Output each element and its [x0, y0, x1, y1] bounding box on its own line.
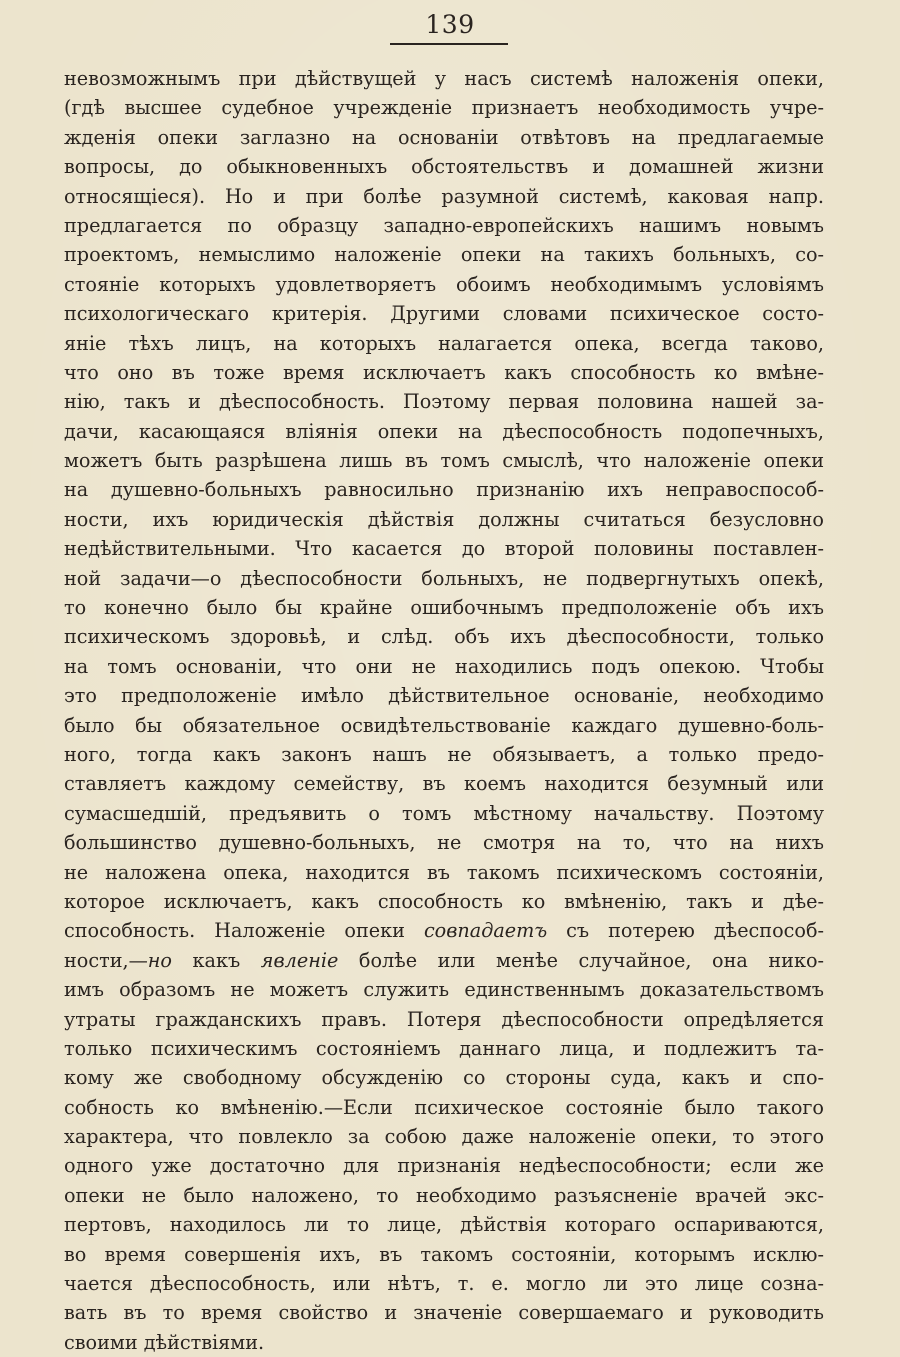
text-line	[64, 1298, 824, 1327]
text-line	[64, 887, 824, 916]
text-line	[64, 1093, 824, 1122]
text-line	[64, 622, 824, 651]
text-line	[64, 740, 824, 769]
italic-segment: но	[147, 948, 172, 972]
text-segment: имъ образомъ не можетъ служить единственнымъ доказательствомъ	[64, 978, 824, 1002]
text-segment: яніе тѣхъ лицъ, на которыхъ налагается опека, всегда таково,	[64, 331, 824, 355]
text-segment: что оно въ тоже время исключаетъ какъ способность ко вмѣне-	[64, 360, 824, 384]
text-line	[64, 769, 824, 798]
text-segment: характера, что повлекло за собою даже наложеніе опеки, то этого	[64, 1125, 824, 1149]
text-segment: во время совершенія ихъ, въ такомъ состояніи, которымъ исклю-	[64, 1242, 824, 1266]
text-segment: стояніе которыхъ удовлетворяетъ обоимъ необходимымъ условіямъ	[64, 272, 824, 296]
text-line	[64, 1034, 824, 1063]
text-line	[64, 1210, 824, 1239]
text-line	[64, 329, 824, 358]
text-segment: невозможнымъ при дѣйствущей у насъ системѣ наложенія опеки,	[64, 67, 824, 90]
italic-segment: совпадаетъ	[423, 919, 548, 943]
text-segment: дачи, касающаяся вліянія опеки на дѣеспособность подопечныхъ,	[64, 419, 824, 443]
text-segment: ставляетъ каждому семейству, въ коемъ находится безумный или	[64, 772, 824, 796]
text-segment: ной задачи—о дѣеспособности больныхъ, не подвергнутыхъ опекѣ,	[64, 566, 824, 590]
text-segment: пертовъ, находилось ли то лице, дѣйствія котораго оспариваются,	[64, 1213, 824, 1237]
text-line	[64, 828, 824, 857]
text-segment: опеки не было наложено, то необходимо разъясненіе врачей экс-	[64, 1183, 824, 1207]
text-line	[64, 417, 824, 446]
text-segment: нію, такъ и дѣеспособность. Поэтому первая половина нашей за-	[64, 390, 824, 414]
text-line	[64, 1063, 824, 1092]
text-segment: это предположеніе имѣло дѣйствительное основаніе, необходимо	[64, 684, 824, 708]
text-segment: болѣе или менѣе случайное, она нико-	[338, 948, 824, 972]
text-line	[64, 123, 824, 152]
text-line	[64, 799, 824, 828]
text-line	[64, 64, 824, 93]
text-line	[64, 593, 824, 622]
text-segment: вопросы, до обыкновенныхъ обстоятельствъ и домашней жизни	[64, 155, 824, 179]
text-segment: не наложена опека, находится въ такомъ психическомъ состояніи,	[64, 860, 824, 884]
text-segment: на томъ основаніи, что они не находились подъ опекою. Чтобы	[64, 654, 824, 678]
text-segment: жденія опеки заглазно на основаніи отвѣтовъ на предлагаемые	[64, 125, 824, 149]
text-segment: (гдѣ высшее судебное учрежденіе признаетъ необходимость учре-	[64, 96, 824, 120]
text-line	[64, 681, 824, 710]
text-line	[64, 446, 824, 475]
text-line	[64, 505, 824, 534]
text-line	[64, 946, 824, 975]
text-line	[64, 916, 824, 945]
text-segment: ности, ихъ юридическія дѣйствія должны считаться безусловно	[64, 507, 824, 531]
text-line	[64, 1269, 824, 1298]
page-number: 139	[425, 10, 475, 39]
text-line	[64, 1005, 824, 1034]
text-segment: чается дѣеспособность, или нѣтъ, т. е. могло ли это лице созна-	[64, 1272, 824, 1296]
text-segment: какъ	[171, 948, 261, 972]
text-line	[64, 534, 824, 563]
body-text	[64, 64, 824, 1357]
text-segment: ного, тогда какъ законъ нашъ не обязываетъ, а только предо-	[64, 742, 824, 766]
text-segment: сумасшедшій, предъявить о томъ мѣстному начальству. Поэтому	[64, 801, 824, 825]
text-segment: психическомъ здоровьѣ, и слѣд. объ ихъ дѣеспособности, только	[64, 625, 824, 649]
text-segment: ности,—	[64, 948, 148, 972]
text-line	[64, 1181, 824, 1210]
text-segment: кому же свободному обсужденію со стороны суда, какъ и спо-	[64, 1066, 824, 1090]
text-line	[64, 299, 824, 328]
text-segment: которое исключаетъ, какъ способность ко вмѣненію, такъ и дѣе-	[64, 889, 824, 913]
text-line	[64, 152, 824, 181]
text-line	[64, 1328, 824, 1357]
text-line	[64, 475, 824, 504]
text-line	[64, 270, 824, 299]
text-segment: одного уже достаточно для признанія недѣеспособности; если же	[64, 1154, 824, 1178]
text-segment: на душевно-больныхъ равносильно признанію ихъ неправоспособ-	[64, 478, 824, 502]
text-segment: своими дѣйствіями.	[64, 1330, 265, 1354]
text-segment: вать въ то время свойство и значеніе совершаемаго и руководить	[64, 1301, 824, 1325]
text-line	[64, 652, 824, 681]
text-segment: психологическаго критерія. Другими словами психическое состо-	[64, 302, 824, 326]
text-segment: можетъ быть разрѣшена лишь въ томъ смыслѣ, что наложеніе опеки	[64, 449, 824, 473]
text-line	[64, 711, 824, 740]
text-segment: только психическимъ состояніемъ даннаго лица, и подлежитъ та-	[64, 1036, 824, 1060]
text-line	[64, 387, 824, 416]
text-line	[64, 240, 824, 269]
text-line	[64, 93, 824, 122]
text-segment: утраты гражданскихъ правъ. Потеря дѣеспособности опредѣляется	[64, 1007, 824, 1031]
text-line	[64, 564, 824, 593]
text-segment: относящіеся). Но и при болѣе разумной системѣ, каковая напр.	[64, 184, 824, 208]
text-line	[64, 858, 824, 887]
text-line	[64, 211, 824, 240]
text-line	[64, 1122, 824, 1151]
text-segment: то конечно было бы крайне ошибочнымъ предположеніе объ ихъ	[64, 596, 824, 620]
text-segment: способность. Наложеніе опеки	[64, 919, 424, 943]
text-segment: большинство душевно-больныхъ, не смотря на то, что на нихъ	[64, 831, 824, 855]
text-segment: предлагается по образцу западно-европейскихъ нашимъ новымъ	[64, 213, 824, 237]
page-number-rule	[390, 43, 508, 45]
text-segment: съ потерею дѣеспособ-	[547, 919, 824, 943]
text-line	[64, 182, 824, 211]
text-segment: собность ко вмѣненію.—Если психическое состояніе было такого	[64, 1095, 824, 1119]
text-segment: было бы обязательное освидѣтельствованіе каждаго душевно-боль-	[64, 713, 824, 737]
text-segment: проектомъ, немыслимо наложеніе опеки на такихъ больныхъ, со-	[64, 243, 824, 267]
text-line	[64, 358, 824, 387]
text-line	[64, 1240, 824, 1269]
text-segment: недѣйствительными. Что касается до второй половины поставлен-	[64, 537, 824, 561]
text-line	[64, 1151, 824, 1180]
text-line	[64, 975, 824, 1004]
italic-segment: явленіе	[260, 948, 339, 972]
